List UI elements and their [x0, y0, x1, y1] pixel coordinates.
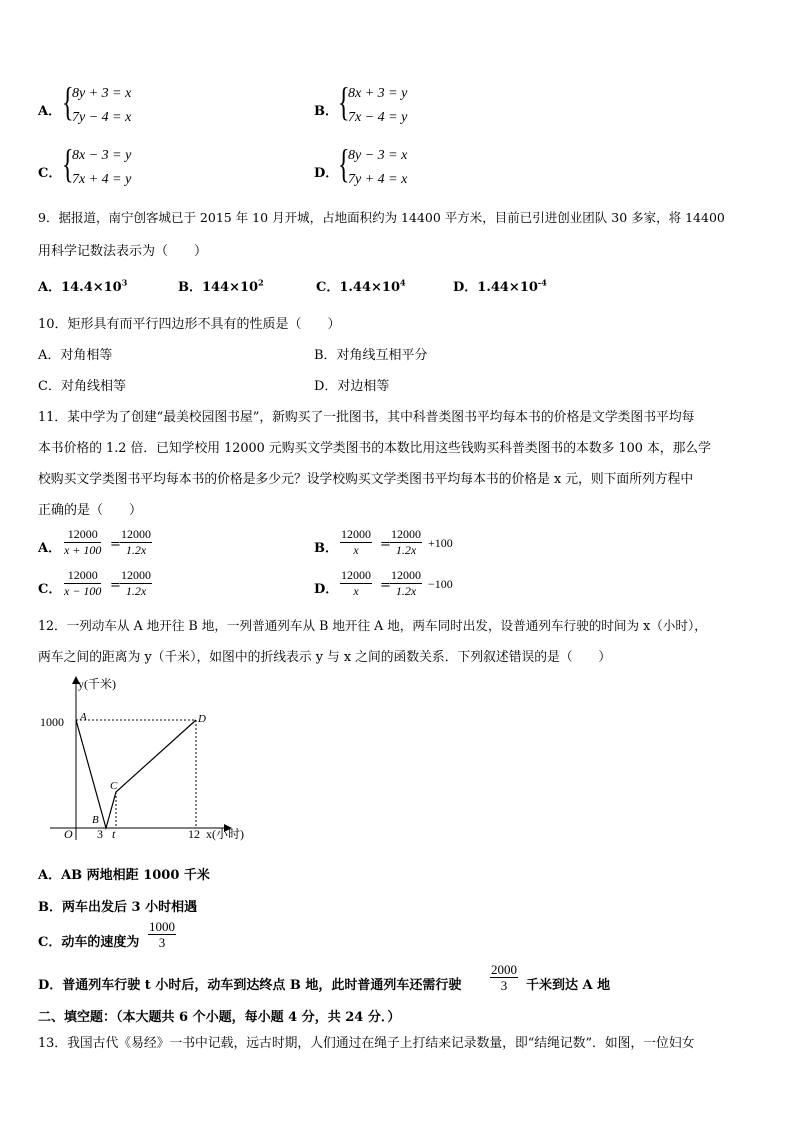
- q11-option-a-label: A．: [38, 541, 62, 556]
- point-c-label: C: [110, 780, 118, 792]
- q11-option-b-label: B．: [314, 541, 338, 556]
- fraction: $\frac{12000}{x - 100}$: [64, 568, 102, 598]
- q9-option-d: D．$1.44\times 10^{-4}$: [453, 277, 547, 295]
- point-d-label: D: [198, 713, 206, 725]
- equation: 7x − 4 = y: [348, 110, 408, 125]
- function-polyline: [76, 720, 196, 828]
- q11-option-d-label: D．: [314, 582, 339, 597]
- fraction: $\frac{12000}{1.2x}$: [121, 527, 151, 557]
- q11-stem-line3: 校购买文学类图书平均每本书的价格是多少元？设学校购买文学类图书平均每本书的价格是 x 元，则下面所列方程中: [38, 472, 694, 487]
- q10-option-b: B．对角线互相平分: [314, 348, 428, 363]
- q12-option-d: D．普通列车行驶 t 小时后，动车到达终点 B 地，此时普通列车还需行驶: [38, 978, 462, 993]
- fraction: $\frac{2000}{3}$: [491, 962, 517, 993]
- q11-stem-line2: 本书价格的 1.2 倍．已知学校用 12000 元购买文学类图书的本数比用这些钱购买科普类图书的本数多 100 本，那么学: [38, 441, 711, 456]
- q12-function-graph: [30, 672, 270, 848]
- q9-stem-line1: 9．据报道，南宁创客城已于 2015 年 10 月开城，占地面积约为 14400 平方米，目前已引进创业团队 30 多家，将 14400: [38, 210, 725, 225]
- equals-sign: =: [110, 537, 121, 552]
- q8-option-c-label: C．: [38, 166, 62, 181]
- fraction: $\frac{12000}{x}$: [341, 527, 371, 557]
- q12-option-c: C．动车的速度为: [38, 935, 140, 950]
- q11-stem-line1: 11．某中学为了创建“最美校园图书屋”，新购买了一批图书，其中科普类图书平均每本书的价格是文学类图书平均每: [38, 410, 695, 425]
- origin-label: O: [64, 827, 73, 841]
- q8-option-d-label: D．: [314, 166, 339, 181]
- point-a-label: A: [80, 711, 87, 723]
- q11-option-b-tail: +100: [428, 536, 453, 550]
- x-axis-label: x(小时): [206, 827, 244, 841]
- equation: 8x + 3 = y: [348, 86, 408, 101]
- q8-option-b-label: B．: [314, 104, 338, 119]
- q10-stem: 10．矩形具有而平行四边形不具有的性质是（ ）: [38, 317, 341, 332]
- equation: 7y − 4 = x: [72, 110, 132, 125]
- q8-option-a-label: A．: [38, 104, 62, 119]
- x-tick-3: 3: [97, 827, 103, 841]
- fraction: $\frac{1000}{3}$: [149, 919, 175, 950]
- equals-sign: =: [380, 537, 391, 552]
- q12-stem-line2: 两车之间的距离为 y（千米），如图中的折线表示 y 与 x 之间的函数关系．下列叙述错误的是（ ）: [38, 650, 612, 665]
- fraction: $\frac{12000}{1.2x}$: [391, 527, 421, 557]
- fraction: $\frac{12000}{x}$: [341, 568, 371, 598]
- section-heading: 二、填空题：（本大题共 6 个小题，每小题 4 分，共 24 分．）: [38, 1010, 401, 1025]
- q11-option-c-label: C．: [38, 582, 62, 597]
- equation: 7y + 4 = x: [348, 172, 408, 187]
- x-tick-t: t: [112, 827, 116, 841]
- fraction: $\frac{12000}{1.2x}$: [121, 568, 151, 598]
- equation: 8y − 3 = x: [348, 148, 408, 163]
- q10-option-c: C．对角线相等: [38, 379, 126, 394]
- fraction: $\frac{12000}{x + 100}$: [64, 527, 102, 557]
- q10-option-d: D．对边相等: [314, 379, 390, 394]
- equals-sign: =: [380, 578, 391, 593]
- q12-stem-line1: 12．一列动车从 A 地开往 B 地，一列普通列车从 B 地开往 A 地，两车同时出发，设普通列车行驶的时间为 x（小时），: [38, 618, 707, 633]
- equals-sign: =: [110, 578, 121, 593]
- q9-stem-line2: 用科学记数法表示为（ ）: [38, 244, 208, 259]
- q12-option-a: A．AB 两地相距 1000 千米: [38, 868, 210, 883]
- y-axis-label: y(千米): [78, 677, 116, 691]
- q12-option-d-tail: 千米到达 A 地: [526, 978, 611, 993]
- q9-option-c: C．$1.44\times 10^4$: [316, 277, 406, 295]
- q10-option-a: A．对角相等: [38, 348, 113, 363]
- q9-option-b: B．$144\times 10^2$: [178, 277, 264, 295]
- q13-stem-line1: 13．我国古代《易经》一书中记载，远古时期，人们通过在绳子上打结来记录数量，即“结绳记数”．如图，一位妇女: [38, 1036, 695, 1051]
- x-tick-12: 12: [188, 827, 200, 841]
- y-tick-1000: 1000: [40, 715, 64, 729]
- q9-option-a: A．$14.4\times 10^3$: [38, 277, 128, 295]
- equation: 8y + 3 = x: [72, 86, 132, 101]
- q11-option-d-tail: −100: [428, 577, 453, 591]
- q11-stem-line4: 正确的是（ ）: [38, 503, 143, 518]
- point-b-label: B: [92, 814, 99, 826]
- equation: 7x + 4 = y: [72, 172, 132, 187]
- q12-option-b: B．两车出发后 3 小时相遇: [38, 900, 198, 915]
- equation: 8x − 3 = y: [72, 148, 132, 163]
- fraction: $\frac{12000}{1.2x}$: [391, 568, 421, 598]
